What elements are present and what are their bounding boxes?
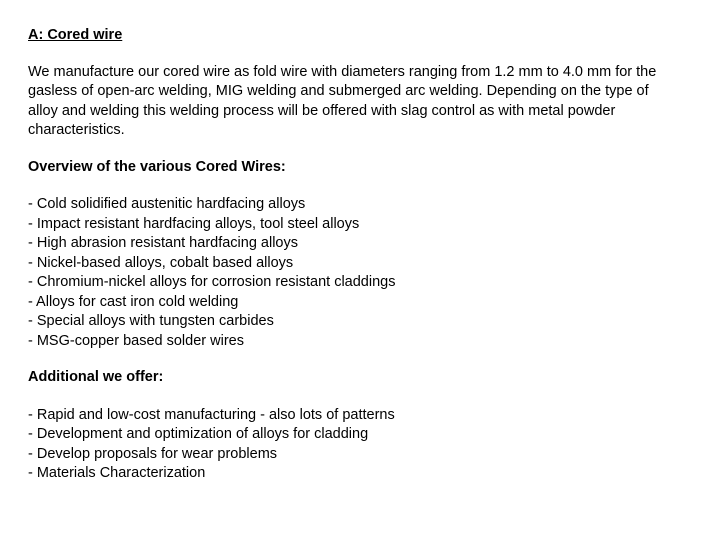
additional-heading: Additional we offer: — [28, 369, 164, 385]
list-item: - MSG-copper based solder wires — [28, 332, 244, 349]
document-title: A: Cored wire — [28, 27, 123, 43]
intro-paragraph: We manufacture our cored wire as fold wire with diameters ranging from 1.2 mm to 4.0 mm for the gasless of open-arc welding, MIG welding and submerged arc welding. Depending on the type of alloy and welding this welding process will be offered with slag control as with metal powder characteristics. — [28, 63, 657, 138]
list-item: - Cold solidified austenitic hardfacing alloys — [28, 196, 306, 212]
list-item: - Impact resistant hardfacing alloys, tool steel alloys — [28, 215, 360, 232]
list-item: - Develop proposals for wear problems — [28, 445, 278, 462]
list-item: - Nickel-based alloys, cobalt based alloys — [28, 254, 294, 271]
list-item: - Development and optimization of alloys for cladding — [28, 426, 369, 442]
list-item: - Rapid and low-cost manufacturing - also lots of patterns — [28, 406, 395, 423]
document — [28, 26, 698, 501]
list-item: - Alloys for cast iron cold welding — [28, 293, 239, 310]
list-item: - Special alloys with tungsten carbides — [28, 313, 274, 329]
list-item: - Materials Characterization — [28, 465, 206, 481]
list-item: - High abrasion resistant hardfacing alloys — [28, 235, 298, 251]
overview-heading: Overview of the various Cored Wires: — [28, 158, 286, 175]
list-item: - Chromium-nickel alloys for corrosion resistant claddings — [28, 274, 396, 290]
overview-list — [28, 195, 698, 351]
additional-list — [28, 406, 698, 484]
